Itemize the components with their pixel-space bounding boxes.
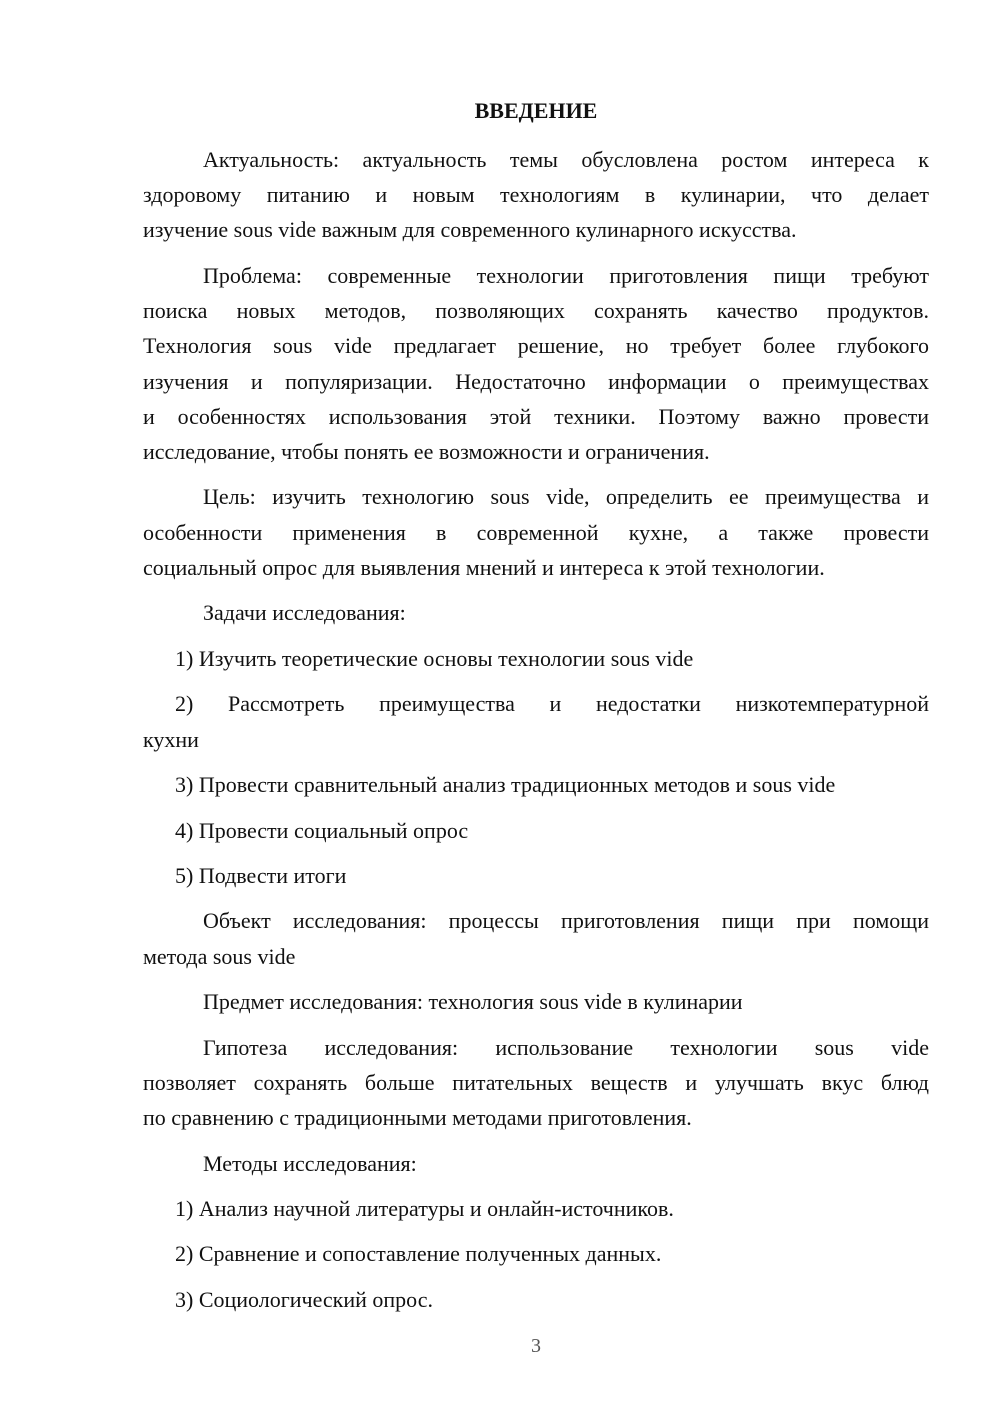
problem-line-4: изучения и популяризации. Недостаточно информации о преимуществах [143, 369, 929, 394]
tasks-item-3: 3) Провести сравнительный анализ традиционных методов и sous vide [175, 772, 836, 797]
methods-heading: Методы исследования: [203, 1151, 417, 1176]
tasks-item-2: 2) Рассмотреть преимущества и недостатки низкотемпературной [175, 691, 929, 716]
hypothesis-line-1: Гипотеза исследования: использование технологии sous vide [203, 1035, 929, 1060]
hypothesis-line-2: позволяет сохранять больше питательных веществ и улучшать вкус блюд [143, 1070, 929, 1095]
goal-line-3: социальный опрос для выявления мнений и интереса к этой технологии. [143, 555, 825, 580]
tasks-item-1: 1) Изучить теоретические основы технологии sous vide [175, 646, 694, 671]
subject-line-1: Предмет исследования: технология sous vide в кулинарии [203, 989, 743, 1014]
relevance-line-2: здоровому питанию и новым технологиям в кулинарии, что делает [143, 182, 929, 207]
problem-line-2: поиска новых методов, позволяющих сохранять качество продуктов. [143, 298, 929, 323]
methods-item-3: 3) Социологический опрос. [175, 1287, 433, 1312]
object-line-2: метода sous vide [143, 944, 296, 969]
problem-line-5: и особенностях использования этой техники. Поэтому важно провести [143, 404, 929, 429]
methods-item-1: 1) Анализ научной литературы и онлайн-источников. [175, 1196, 674, 1221]
tasks-item-2-cont: кухни [143, 727, 199, 752]
problem-line-3: Технология sous vide предлагает решение, но требует более глубокого [143, 333, 929, 358]
page-title: ВВЕДЕНИЕ [474, 98, 598, 123]
methods-item-2: 2) Сравнение и сопоставление полученных данных. [175, 1241, 662, 1266]
tasks-heading: Задачи исследования: [203, 600, 406, 625]
relevance-line-1: Актуальность: актуальность темы обусловлена ростом интереса к [203, 147, 929, 172]
goal-line-2: особенности применения в современной кухне, а также провести [143, 520, 929, 545]
goal-line-1: Цель: изучить технологию sous vide, определить ее преимущества и [203, 484, 929, 509]
page-number: 3 [531, 1335, 541, 1357]
object-line-1: Объект исследования: процессы приготовления пищи при помощи [203, 908, 929, 933]
tasks-item-5: 5) Подвести итоги [175, 863, 347, 888]
problem-line-6: исследование, чтобы понять ее возможности и ограничения. [143, 439, 710, 464]
hypothesis-line-3: по сравнению с традиционными методами приготовления. [143, 1105, 692, 1130]
relevance-line-3: изучение sous vide важным для современного кулинарного искусства. [143, 217, 797, 242]
problem-line-1: Проблема: современные технологии приготовления пищи требуют [203, 263, 929, 288]
tasks-item-4: 4) Провести социальный опрос [175, 818, 469, 843]
